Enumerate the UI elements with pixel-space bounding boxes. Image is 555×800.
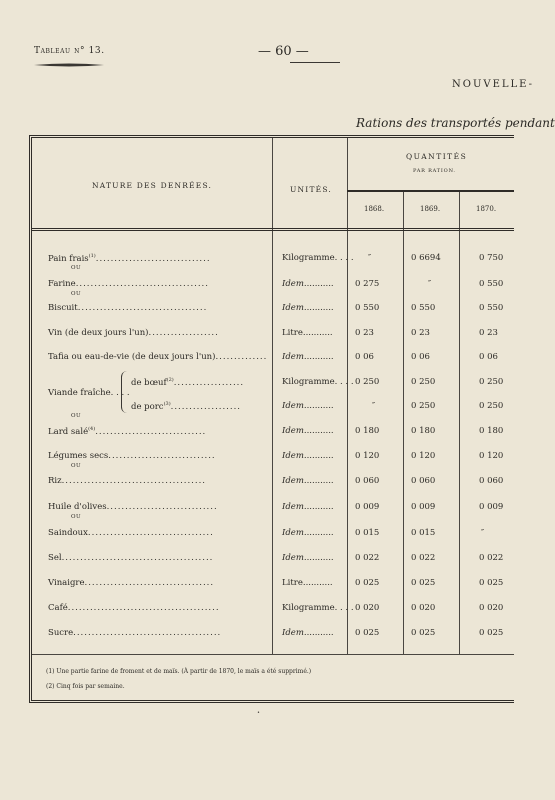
unit: Idem: [282, 476, 304, 486]
leader-dots: ...........: [303, 553, 334, 563]
item-name: Sucre: [48, 628, 74, 638]
value-1870: 0 06: [479, 352, 498, 362]
col-divider: [403, 190, 404, 654]
table-number-label: Tableau n° 13.: [34, 46, 105, 56]
leader-dots: ...........: [303, 426, 334, 436]
leader-dots: ...........: [303, 352, 334, 362]
col-header-quantites: QUANTITÉS: [406, 152, 468, 161]
leader-dots: ...........: [303, 628, 334, 638]
brace: [121, 371, 128, 413]
value-1869: 0 060: [411, 476, 436, 486]
value-1870: 0 020: [479, 603, 504, 613]
ou-connector: OU: [71, 463, 82, 469]
leader-dots: ........................................: [73, 628, 222, 638]
item-name: Lard salé: [48, 426, 89, 437]
footnote-rule: [32, 654, 514, 655]
value-1868: 0 250: [355, 377, 380, 387]
item-name: Huile d'olives: [48, 502, 107, 512]
value-1869: 0 550: [411, 303, 436, 313]
page-header: [0, 0, 555, 130]
leader-dots: ...........: [303, 401, 334, 411]
page-number: — 60 —: [258, 44, 309, 59]
value-1869: 0 025: [411, 578, 436, 588]
leader-dots: .........................................: [67, 603, 220, 613]
item-name: de bœuf: [131, 377, 167, 388]
item-name: Tafia ou eau-de-vie (de deux jours l'un): [48, 352, 216, 362]
unit: Idem: [282, 628, 304, 638]
value-1870: 0 250: [479, 377, 504, 387]
value-1869: 0 120: [411, 451, 436, 461]
col-divider: [272, 138, 273, 654]
value-1870: 0 250: [479, 401, 504, 411]
section-title: NOUVELLE-: [452, 79, 535, 90]
item-name: Sel: [48, 553, 62, 563]
value-1868: 0 275: [355, 279, 380, 289]
col-divider: [347, 138, 348, 654]
leader-dots: ..............................: [95, 426, 207, 437]
footnote-ref: (4): [88, 426, 96, 432]
value-1868: 0 025: [355, 578, 380, 588]
unit: Litre: [282, 578, 303, 588]
item-name: Vinaigre: [48, 578, 85, 588]
item-name: Saindoux: [48, 528, 88, 538]
value-1868: 0 06: [355, 352, 374, 362]
value-1870: 0 23: [479, 328, 498, 338]
leader-dots: .............................: [108, 451, 216, 461]
unit: Idem: [282, 303, 304, 313]
ou-connector: OU: [71, 413, 82, 419]
ornament-rule: [34, 62, 104, 68]
value-1870: 0 060: [479, 476, 504, 486]
item-name: Biscuit: [48, 303, 78, 313]
value-1870: 0 025: [479, 628, 504, 638]
header-rule: [290, 62, 340, 65]
footnote-2: (2) Cinq fois par semaine.: [46, 683, 125, 690]
item-name: Vin (de deux jours l'un): [48, 328, 149, 338]
item-name: Café: [48, 603, 68, 613]
col-header-nature: NATURE DES DENRÉES.: [92, 181, 213, 190]
col-header-units: UNITÉS.: [290, 185, 332, 194]
leader-dots: ...........: [303, 279, 334, 289]
footnote-1: (1) Une partie farine de froment et de maïs. (À partir de 1870, le maïs a été supprimé.): [46, 668, 312, 675]
unit: Kilogramme. . . .: [282, 603, 354, 613]
ou-connector: OU: [71, 265, 82, 271]
ou-connector: OU: [71, 291, 82, 297]
item-name: Légumes secs: [48, 451, 109, 461]
value-1870: 0 750: [479, 253, 504, 263]
value-1869: 0 06: [411, 352, 430, 362]
leader-dots: ..................................: [87, 528, 214, 538]
unit: Idem: [282, 426, 304, 436]
value-1868: 0 120: [355, 451, 380, 461]
value-1870: 0 550: [479, 303, 504, 313]
footnote-ref: (1): [88, 253, 96, 259]
unit: Idem: [282, 528, 304, 538]
value-1868: 0 015: [355, 528, 380, 538]
value-1868: 0 550: [355, 303, 380, 313]
value-1869: 0 23: [411, 328, 430, 338]
value-1869: 0 022: [411, 553, 436, 563]
leader-dots: .......................................: [61, 476, 206, 486]
year-1869: 1869.: [420, 205, 441, 213]
value-1869: 0 250: [411, 401, 436, 411]
item-name: Viande fraîche. . . .: [48, 388, 130, 398]
unit: Idem: [282, 451, 304, 461]
item-name: Pain frais: [48, 253, 89, 264]
leader-dots: ..............: [215, 352, 268, 362]
year-1868: 1868.: [364, 205, 385, 213]
header-bottom-rule: [32, 228, 514, 231]
leader-dots: ...................: [173, 377, 245, 388]
value-1868: ″: [368, 253, 372, 263]
bottom-mark: •: [257, 710, 260, 716]
value-1868: 0 23: [355, 328, 374, 338]
leader-dots: .........................................: [61, 553, 214, 563]
header-divider: [347, 190, 514, 192]
item-name: Farine: [48, 279, 76, 289]
unit: Idem: [282, 352, 304, 362]
year-1870: 1870.: [476, 205, 497, 213]
col-header-par-ration: PAR RATION.: [413, 168, 456, 174]
unit: Idem: [282, 279, 304, 289]
unit: Idem: [282, 401, 304, 411]
value-1870: 0 180: [479, 426, 504, 436]
value-1868: 0 020: [355, 603, 380, 613]
table-caption: Rations des transportés pendant: [356, 116, 555, 130]
leader-dots: ...........: [302, 578, 333, 588]
ou-connector: OU: [71, 514, 82, 520]
unit: Litre: [282, 328, 303, 338]
value-1869: 0 009: [411, 502, 436, 512]
value-1869: 0 250: [411, 377, 436, 387]
unit: Idem: [282, 502, 304, 512]
value-1869: 0 6694: [411, 253, 441, 263]
value-1868: 0 009: [355, 502, 380, 512]
value-1869: 0 020: [411, 603, 436, 613]
leader-dots: ...................: [170, 401, 241, 412]
leader-dots: ...........: [303, 476, 334, 486]
leader-dots: ...................................: [84, 578, 215, 588]
leader-dots: ...................: [148, 328, 219, 338]
leader-dots: ...........: [303, 303, 334, 313]
col-divider: [459, 190, 460, 654]
unit: Kilogramme. . . .: [282, 253, 354, 263]
value-1868: ″: [372, 401, 376, 411]
value-1869: 0 015: [411, 528, 436, 538]
leader-dots: ...................................: [77, 303, 208, 313]
value-1870: 0 025: [479, 578, 504, 588]
footnote-ref: (3): [163, 401, 171, 407]
leader-dots: ...........: [303, 502, 334, 512]
unit: Idem: [282, 553, 304, 563]
value-1870: 0 120: [479, 451, 504, 461]
footnotes: [46, 664, 311, 694]
leader-dots: ...........: [303, 451, 334, 461]
value-1868: 0 060: [355, 476, 380, 486]
item-name: Riz: [48, 476, 62, 486]
leader-dots: ...........: [302, 328, 333, 338]
value-1868: 0 022: [355, 553, 380, 563]
value-1869: ″: [428, 279, 432, 289]
leader-dots: ...............................: [95, 253, 211, 264]
leader-dots: ...........: [303, 528, 334, 538]
value-1869: 0 025: [411, 628, 436, 638]
value-1868: 0 025: [355, 628, 380, 638]
value-1869: 0 180: [411, 426, 436, 436]
value-1868: 0 180: [355, 426, 380, 436]
leader-dots: ..............................: [106, 502, 218, 512]
footnote-ref: (2): [166, 377, 174, 383]
item-name: de porc: [131, 401, 164, 412]
value-1870: 0 009: [479, 502, 504, 512]
value-1870: ″: [481, 528, 485, 538]
value-1870: 0 550: [479, 279, 504, 289]
unit: Kilogramme. . . .: [282, 377, 354, 387]
leader-dots: ....................................: [75, 279, 209, 289]
value-1870: 0 022: [479, 553, 504, 563]
